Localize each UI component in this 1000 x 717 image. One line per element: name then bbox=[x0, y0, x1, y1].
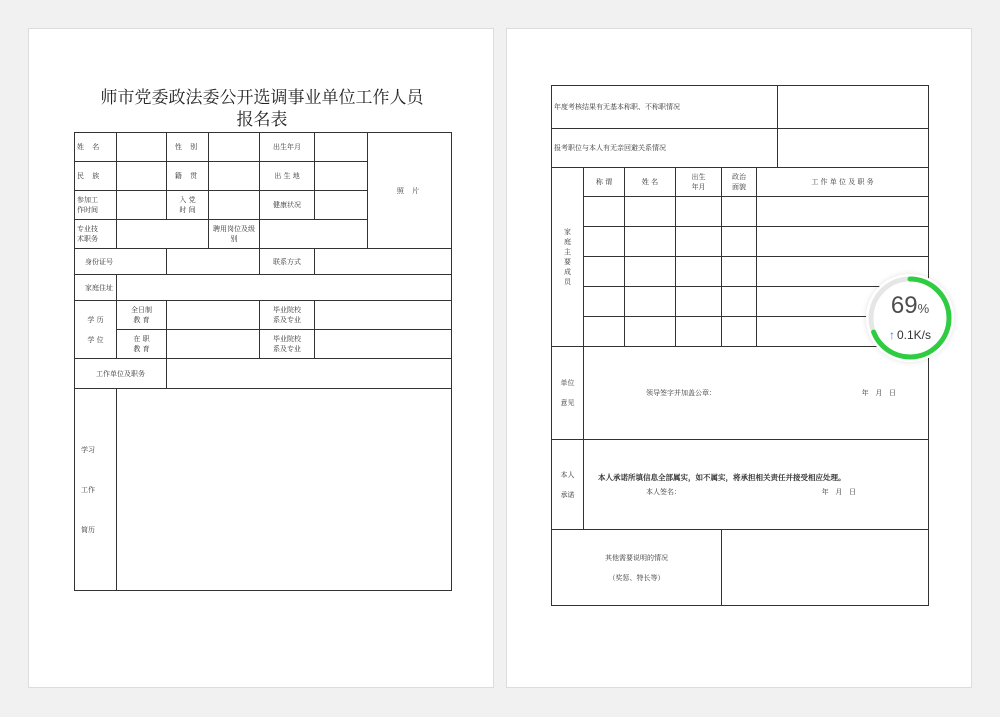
label-inservice: 在 职 教 育 bbox=[117, 330, 167, 359]
field-school-major-2[interactable] bbox=[315, 330, 452, 359]
field-id-number[interactable] bbox=[167, 249, 260, 275]
speed-rate-value: 0.1K/s bbox=[896, 328, 932, 342]
label-other-info: 其他需要说明的情况 （奖惩、特长等） bbox=[552, 530, 722, 606]
label-work-unit: 工作单位及职务 bbox=[75, 359, 167, 389]
label-unit-opinion: 单位 意见 bbox=[552, 347, 584, 440]
family-cell[interactable] bbox=[757, 227, 929, 257]
field-assessment[interactable] bbox=[778, 86, 929, 129]
field-native-place[interactable] bbox=[209, 162, 260, 191]
form-title-line-1: 师市党委政法委公开选调事业单位工作人员 bbox=[100, 88, 424, 108]
field-name[interactable] bbox=[117, 133, 167, 162]
family-cell[interactable] bbox=[625, 227, 676, 257]
field-party-join[interactable] bbox=[209, 191, 260, 220]
label-position-level: 聘用岗位及级别 bbox=[209, 220, 260, 249]
leader-sign-label: 领导签字并加盖公章： bbox=[646, 389, 716, 397]
promise-text: 本人承诺所填信息全部属实，如不属实，将承担相关责任并接受相应处理。 bbox=[598, 472, 846, 482]
usage-percent-sign: % bbox=[917, 301, 930, 316]
family-cell[interactable] bbox=[676, 287, 722, 317]
family-cell[interactable] bbox=[722, 227, 757, 257]
photo-cell: 照 片 bbox=[368, 133, 452, 249]
label-name: 姓 名 bbox=[75, 133, 117, 162]
label-fulltime: 全日制 教 育 bbox=[117, 301, 167, 330]
family-cell[interactable] bbox=[584, 197, 625, 227]
header-politics: 政治 面貌 bbox=[722, 168, 757, 197]
label-kinship: 报考职位与本人有无亲回避关系情况 bbox=[552, 129, 778, 168]
field-gender[interactable] bbox=[209, 133, 260, 162]
label-resume: 学习 工作 简历 bbox=[75, 389, 117, 591]
header-relation: 称 谓 bbox=[584, 168, 625, 197]
family-cell[interactable] bbox=[722, 287, 757, 317]
field-ethnicity[interactable] bbox=[117, 162, 167, 191]
network-speed-widget[interactable] bbox=[866, 274, 954, 362]
field-resume[interactable] bbox=[117, 389, 452, 591]
family-cell[interactable] bbox=[676, 197, 722, 227]
field-position-level[interactable] bbox=[260, 220, 368, 249]
field-promise[interactable] bbox=[584, 440, 929, 530]
family-cell[interactable] bbox=[625, 317, 676, 347]
upload-arrow-icon: ↑ bbox=[888, 328, 895, 342]
label-family-members: 家 庭 主 要 成 员 bbox=[552, 168, 584, 347]
field-kinship[interactable] bbox=[778, 129, 929, 168]
family-cell[interactable] bbox=[676, 257, 722, 287]
field-health[interactable] bbox=[315, 191, 368, 220]
label-party-join: 入 党 时 间 bbox=[167, 191, 209, 220]
field-fulltime-degree[interactable] bbox=[167, 301, 260, 330]
family-cell[interactable] bbox=[676, 317, 722, 347]
registration-form-table bbox=[74, 132, 452, 591]
field-birthplace[interactable] bbox=[315, 162, 368, 191]
family-cell[interactable] bbox=[722, 257, 757, 287]
field-inservice-degree[interactable] bbox=[167, 330, 260, 359]
family-cell[interactable] bbox=[625, 257, 676, 287]
label-assessment: 年度考核结果有无基本称职、不称职情况 bbox=[552, 86, 778, 129]
unit-opinion-date: 年 月 日 bbox=[861, 389, 897, 397]
family-cell[interactable] bbox=[722, 197, 757, 227]
label-gender: 性 别 bbox=[167, 133, 209, 162]
label-ethnicity: 民 族 bbox=[75, 162, 117, 191]
header-work-position: 工 作 单 位 及 职 务 bbox=[757, 168, 929, 197]
field-birth[interactable] bbox=[315, 133, 368, 162]
family-cell[interactable] bbox=[625, 287, 676, 317]
field-work-unit[interactable] bbox=[167, 359, 452, 389]
speed-rate bbox=[866, 328, 954, 342]
family-cell[interactable] bbox=[584, 317, 625, 347]
label-school-major-2: 毕业院校 系及专业 bbox=[260, 330, 315, 359]
family-cell[interactable] bbox=[757, 197, 929, 227]
header-birth: 出生 年月 bbox=[676, 168, 722, 197]
label-birth: 出生年月 bbox=[260, 133, 315, 162]
document-page-1 bbox=[28, 28, 494, 688]
family-cell[interactable] bbox=[625, 197, 676, 227]
field-tech-title[interactable] bbox=[117, 220, 209, 249]
self-sign-date: 年 月 日 bbox=[821, 487, 857, 496]
self-sign-label: 本人签名： bbox=[646, 487, 681, 496]
usage-percent bbox=[866, 292, 954, 320]
family-cell[interactable] bbox=[676, 227, 722, 257]
label-birthplace: 出 生 地 bbox=[260, 162, 315, 191]
field-other-info[interactable] bbox=[722, 530, 929, 606]
field-address[interactable] bbox=[117, 275, 452, 301]
label-address: 家庭住址 bbox=[75, 275, 117, 301]
family-cell[interactable] bbox=[584, 227, 625, 257]
family-cell[interactable] bbox=[722, 317, 757, 347]
label-id-number: 身份证号 bbox=[75, 249, 167, 275]
label-promise: 本人 承诺 bbox=[552, 440, 584, 530]
field-school-major-1[interactable] bbox=[315, 301, 452, 330]
field-work-start[interactable] bbox=[117, 191, 167, 220]
family-cell[interactable] bbox=[584, 257, 625, 287]
usage-percent-value: 69 bbox=[890, 292, 918, 319]
header-name: 姓 名 bbox=[625, 168, 676, 197]
form-title-line-2: 报名表 bbox=[236, 110, 288, 130]
label-native-place: 籍 贯 bbox=[167, 162, 209, 191]
label-work-start: 参加工 作时间 bbox=[75, 191, 117, 220]
label-tech-title: 专业技 术职务 bbox=[75, 220, 117, 249]
label-health: 健康状况 bbox=[260, 191, 315, 220]
label-school-major-1: 毕业院校 系及专业 bbox=[260, 301, 315, 330]
label-education: 学 历 学 位 bbox=[75, 301, 117, 359]
label-contact: 联系方式 bbox=[260, 249, 315, 275]
field-contact[interactable] bbox=[315, 249, 452, 275]
family-cell[interactable] bbox=[584, 287, 625, 317]
